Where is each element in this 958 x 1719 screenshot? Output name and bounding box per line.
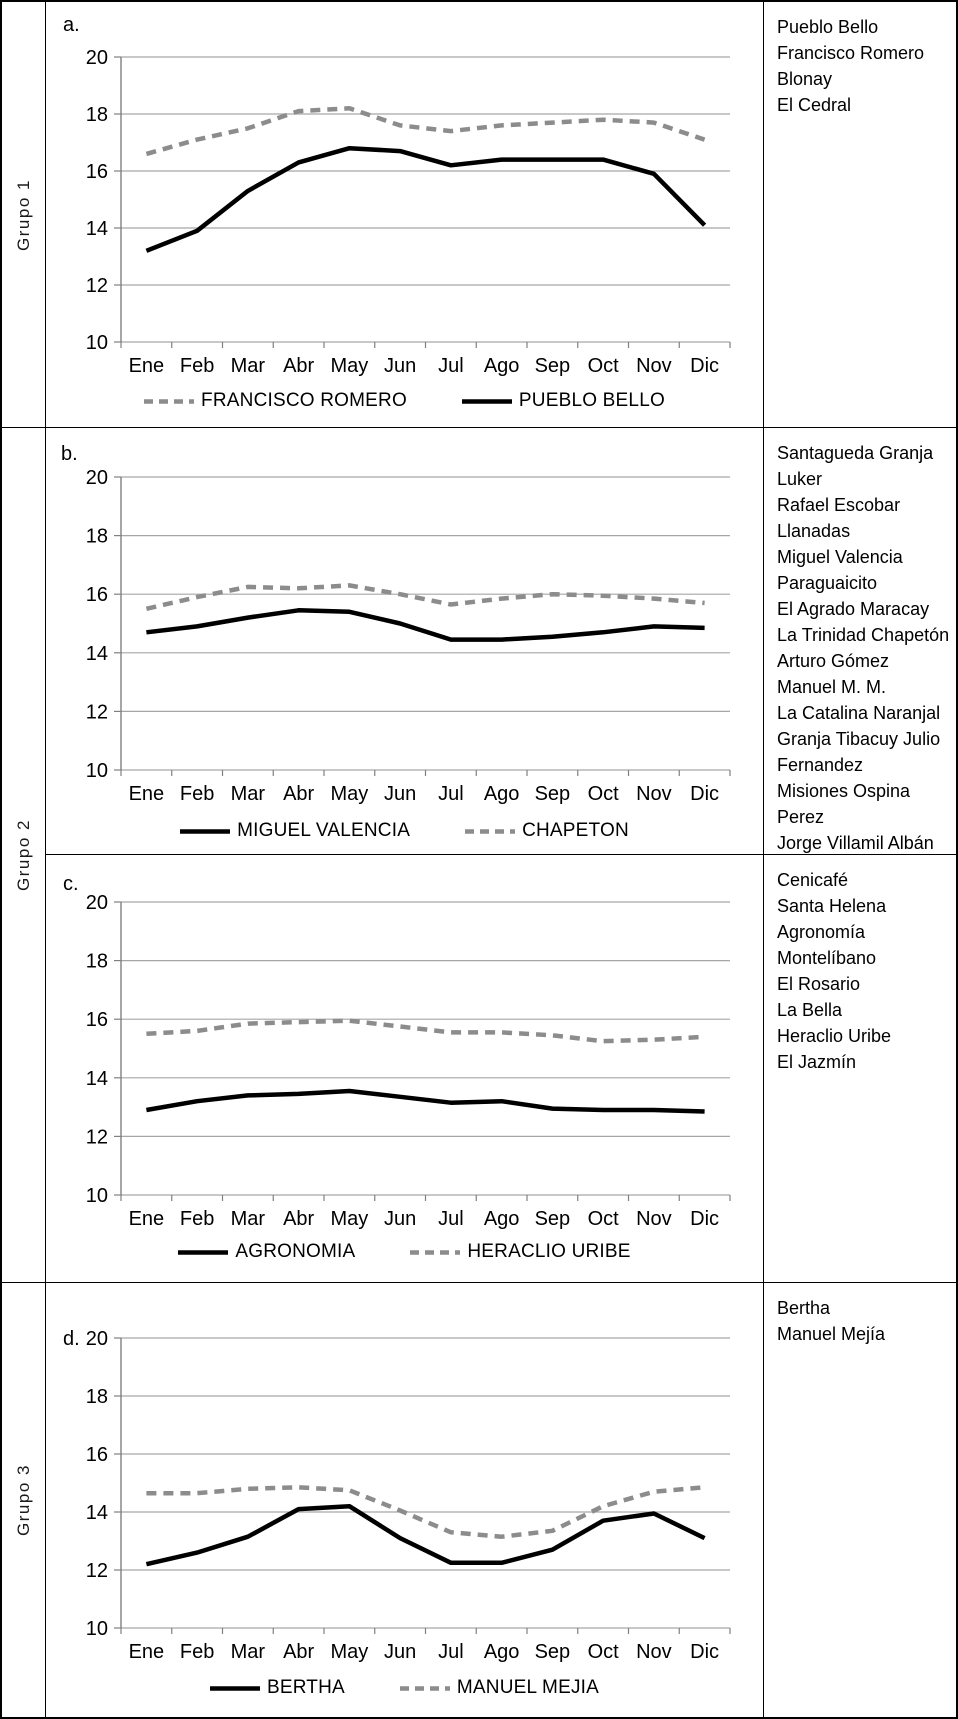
series-line-pueblo-bello [146, 148, 704, 251]
legend-label-bertha: BERTHA [266, 1677, 345, 1698]
station-list-item: La Bella [777, 1000, 843, 1020]
legend-entry-bertha [210, 1677, 345, 1699]
legend-a [46, 390, 763, 412]
y-tick-label-18: 18 [85, 950, 108, 973]
station-list-item: Cenicafé [777, 870, 849, 890]
legend-label-manuel-mejia: MANUEL MEJIA [456, 1677, 600, 1698]
series-line-chapeton [146, 585, 704, 608]
line-chart-d [46, 1283, 764, 1717]
y-tick-label-10: 10 [85, 760, 108, 782]
y-tick-label-16: 16 [85, 161, 108, 183]
station-list-item: Arturo Gómez [777, 651, 890, 671]
legend-label-heraclio-uribe: HERACLIO URIBE [467, 1241, 631, 1262]
station-list-cell-a [764, 2, 956, 428]
x-tick-label-sep: Sep [534, 1208, 571, 1230]
y-tick-label-12: 12 [85, 1560, 108, 1582]
x-tick-label-may: May [330, 1641, 369, 1663]
y-tick-label-20: 20 [85, 1328, 108, 1350]
x-tick-label-oct: Oct [587, 1208, 619, 1230]
y-tick-label-18: 18 [85, 104, 108, 126]
y-tick-label-16: 16 [85, 1444, 108, 1466]
x-tick-label-oct: Oct [587, 783, 619, 805]
group-3-label: Grupo 3 [13, 1464, 33, 1536]
y-tick-label-16: 16 [85, 1009, 108, 1032]
x-tick-label-ago: Ago [483, 1208, 520, 1230]
station-list-item: La Catalina Naranjal [777, 703, 941, 723]
legend-entry-agronomia [178, 1241, 355, 1263]
x-tick-label-ago: Ago [483, 1641, 520, 1663]
x-tick-label-feb: Feb [179, 355, 215, 377]
x-tick-label-nov: Nov [636, 783, 672, 805]
group-cell-grupo-2 [2, 428, 46, 1283]
y-tick-label-14: 14 [85, 1067, 108, 1090]
station-list-item: Miguel Valencia [777, 547, 903, 567]
station-list-item: El Rosario [777, 974, 861, 994]
y-tick-label-18: 18 [85, 1386, 108, 1408]
x-tick-label-jun: Jun [384, 1208, 417, 1230]
legend-label-miguel-valencia: MIGUEL VALENCIA [237, 820, 411, 841]
station-list-d [764, 1283, 956, 1347]
y-tick-label-12: 12 [85, 701, 108, 724]
station-list-item: Granja Tibacuy Julio [777, 729, 941, 749]
panel-letter-b: b. [61, 443, 78, 465]
x-tick-label-mar: Mar [230, 355, 266, 377]
x-tick-label-may: May [330, 355, 369, 377]
x-tick-label-dic: Dic [690, 1208, 720, 1230]
chart-panel-c [46, 855, 764, 1283]
station-list-item: Fernandez [777, 755, 864, 775]
y-tick-label-10: 10 [85, 1185, 108, 1207]
x-tick-label-sep: Sep [534, 783, 571, 805]
panel-letter-c: c. [63, 873, 79, 895]
x-tick-label-feb: Feb [179, 1641, 215, 1663]
chart-panel-d [46, 1283, 764, 1717]
legend-label-pueblo-bello: PUEBLO BELLO [518, 390, 665, 411]
legend-dashed-line-sample [400, 1684, 450, 1693]
x-tick-label-feb: Feb [179, 1208, 215, 1230]
series-line-bertha [146, 1506, 704, 1564]
x-tick-label-abr: Abr [283, 355, 315, 377]
x-tick-label-abr: Abr [283, 1641, 315, 1663]
panel-letter-d: d. [63, 1328, 80, 1350]
legend-entry-miguel-valencia [180, 820, 410, 842]
legend-entry-francisco-romero [144, 390, 407, 412]
series-line-agronomia [146, 1091, 704, 1112]
series-line-miguel-valencia [146, 610, 704, 639]
x-tick-label-oct: Oct [587, 355, 619, 377]
x-tick-label-nov: Nov [636, 1208, 672, 1230]
x-tick-label-oct: Oct [587, 1641, 619, 1663]
station-list-item: Llanadas [777, 521, 851, 541]
y-tick-label-14: 14 [85, 642, 108, 665]
x-tick-label-jul: Jul [438, 783, 464, 805]
x-tick-label-dic: Dic [690, 783, 720, 805]
legend-entry-manuel-mejia [400, 1677, 599, 1699]
group-cell-grupo-1 [2, 2, 46, 428]
station-list-item: Jorge Villamil Albán [777, 833, 934, 853]
station-list-a [764, 2, 956, 118]
x-tick-label-jun: Jun [384, 355, 417, 377]
station-list-item: Santagueda Granja [777, 443, 934, 463]
x-tick-label-sep: Sep [534, 1641, 571, 1663]
x-tick-label-jul: Jul [438, 1208, 464, 1230]
station-list-item: Agronomía [777, 922, 866, 942]
legend-entry-pueblo-bello [462, 390, 665, 412]
line-chart-c [46, 855, 764, 1283]
station-list-b [764, 428, 956, 855]
legend-b [46, 820, 763, 842]
station-list-item: Bertha [777, 1298, 831, 1318]
x-tick-label-abr: Abr [283, 1208, 315, 1230]
station-list-item: Santa Helena [777, 896, 887, 916]
station-list-cell-b [764, 428, 956, 855]
station-list-item: El Agrado Maracay [777, 599, 930, 619]
station-list-item: Manuel M. M. [777, 677, 887, 697]
x-tick-label-mar: Mar [230, 783, 266, 805]
station-list-item: El Jazmín [777, 1052, 857, 1072]
station-list-item: Paraguaicito [777, 573, 878, 593]
chart-panel-b [46, 428, 764, 855]
series-line-heraclio-uribe [146, 1021, 704, 1041]
legend-label-chapeton: CHAPETON [522, 820, 629, 841]
station-list-item: La Trinidad Chapetón [777, 625, 950, 645]
legend-c [46, 1241, 763, 1263]
station-list-item: Rafael Escobar [777, 495, 901, 515]
y-tick-label-18: 18 [85, 525, 108, 548]
legend-dashed-line-sample [410, 1248, 460, 1257]
y-tick-label-10: 10 [85, 1618, 108, 1640]
legend-solid-line-sample [178, 1248, 228, 1257]
station-list-item: Montelíbano [777, 948, 877, 968]
x-tick-label-ene: Ene [128, 355, 165, 377]
series-line-francisco-romero [146, 108, 704, 154]
station-list-item: El Cedral [777, 95, 852, 115]
station-list-item: Manuel Mejía [777, 1324, 886, 1344]
y-tick-label-14: 14 [85, 1502, 108, 1524]
legend-solid-line-sample [210, 1684, 260, 1693]
x-tick-label-nov: Nov [636, 1641, 672, 1663]
legend-entry-heraclio-uribe [410, 1241, 630, 1263]
x-tick-label-ene: Ene [128, 1641, 165, 1663]
station-list-item: Francisco Romero [777, 43, 925, 63]
chart-panel-a [46, 2, 764, 428]
station-list-cell-c [764, 855, 956, 1283]
station-list-item: Perez [777, 807, 825, 827]
line-chart-a [46, 2, 764, 428]
legend-solid-line-sample [462, 397, 512, 406]
x-tick-label-mar: Mar [230, 1208, 266, 1230]
legend-entry-chapeton [465, 820, 629, 842]
x-tick-label-jul: Jul [438, 355, 464, 377]
station-list-item: Luker [777, 469, 823, 489]
station-list-cell-d [764, 1283, 956, 1717]
legend-label-francisco-romero: FRANCISCO ROMERO [201, 390, 407, 411]
line-chart-b [46, 428, 764, 855]
legend-dashed-line-sample [465, 827, 515, 836]
y-tick-label-14: 14 [85, 218, 108, 240]
panel-letter-a: a. [63, 14, 80, 36]
y-tick-label-20: 20 [85, 892, 108, 914]
x-tick-label-may: May [330, 1208, 369, 1230]
y-tick-label-16: 16 [85, 584, 108, 607]
x-tick-label-mar: Mar [230, 1641, 266, 1663]
x-tick-label-jun: Jun [384, 783, 417, 805]
group-1-label: Grupo 1 [13, 178, 33, 251]
x-tick-label-ago: Ago [483, 783, 520, 805]
y-tick-label-12: 12 [85, 1126, 108, 1149]
y-tick-label-20: 20 [85, 467, 108, 489]
x-tick-label-nov: Nov [636, 355, 672, 377]
x-tick-label-ene: Ene [128, 1208, 165, 1230]
x-tick-label-dic: Dic [690, 355, 720, 377]
station-list-item: Misiones Ospina [777, 781, 911, 801]
x-tick-label-dic: Dic [690, 1641, 720, 1663]
legend-d [46, 1677, 763, 1699]
group-2-label: Grupo 2 [13, 819, 33, 891]
y-tick-label-20: 20 [85, 47, 108, 69]
legend-solid-line-sample [180, 827, 230, 836]
x-tick-label-feb: Feb [179, 783, 215, 805]
station-list-c [764, 855, 956, 1075]
x-tick-label-may: May [330, 783, 369, 805]
x-tick-label-jun: Jun [384, 1641, 417, 1663]
station-list-item: Heraclio Uribe [777, 1026, 892, 1046]
group-cell-grupo-3 [2, 1283, 46, 1717]
legend-label-agronomia: AGRONOMIA [235, 1241, 356, 1262]
x-tick-label-ene: Ene [128, 783, 165, 805]
x-tick-label-jul: Jul [438, 1641, 464, 1663]
x-tick-label-ago: Ago [483, 355, 520, 377]
x-tick-label-sep: Sep [534, 355, 571, 377]
y-tick-label-10: 10 [85, 332, 108, 354]
y-tick-label-12: 12 [85, 275, 108, 297]
x-tick-label-abr: Abr [283, 783, 315, 805]
station-list-item: Pueblo Bello [777, 17, 879, 37]
station-list-item: Blonay [777, 69, 833, 89]
legend-dashed-line-sample [144, 397, 194, 406]
